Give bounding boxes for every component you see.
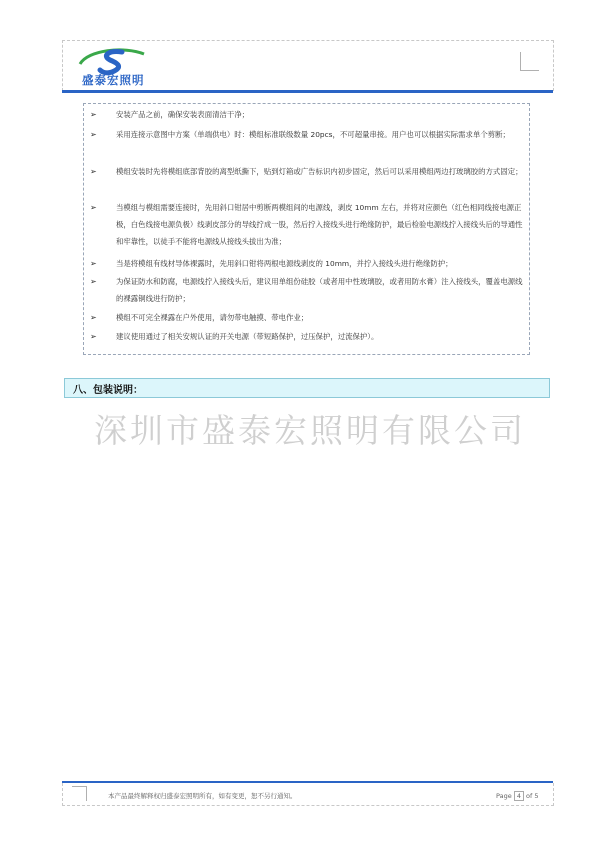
arrow-bullet-icon: ➢ bbox=[90, 130, 97, 139]
arrow-bullet-icon: ➢ bbox=[90, 259, 97, 268]
footer-corner-mark bbox=[72, 786, 87, 801]
total-pages: 5 bbox=[534, 792, 539, 800]
arrow-bullet-icon: ➢ bbox=[90, 167, 97, 176]
header-rule bbox=[62, 90, 553, 93]
current-page: 4 bbox=[514, 791, 524, 801]
section-title: 八、包装说明： bbox=[73, 385, 143, 396]
footer-note: 本产品最终解释权归盛泰宏照明所有，如有变更，恕不另行通知。 bbox=[108, 792, 297, 800]
arrow-bullet-icon: ➢ bbox=[90, 313, 97, 322]
logo-text: 盛泰宏照明 bbox=[82, 73, 145, 87]
page-number: Page 4 of 5 bbox=[496, 792, 539, 800]
arrow-bullet-icon: ➢ bbox=[90, 110, 97, 119]
arrow-bullet-icon: ➢ bbox=[90, 332, 97, 341]
header-corner-mark bbox=[520, 52, 539, 71]
install-notes-box: ➢ 安装产品之前，确保安装表面清洁干净； ➢ 采用连接示意图中方案（单端供电）时：模组标准联级数量 20pcs，不可超量串接。用户也可以根据实际需求单个剪断； ➢ 模组安装时先将模组底部背胶的离型纸撕下，贴到灯箱或广告标识内初步固定，然后可以采用模组两边打玻璃胶的方式固定； ➢ 当模组与模组需要连接时，先用斜口钳居中剪断两模组间的电源线，剥皮 10mm 左右，并将对应颜色（红色相同线接电源正极，白色线接电源负极）线剥皮部分的导线拧成一股，然后拧入接线头进行绝缘防护，最后检验电源线拧入接线头后的导通性和牢靠性，以徒手不能将电源线从接线头拔出为准； ➢ 当是将模组有线材导体裸露时，先用斜口钳将两根电源线剥皮的 10mm，并拧入接线头进行绝缘防护； ➢ 为保证防水和防腐，电源线拧入接线头后，建议用单组份硅胶（或者用中性玻璃胶，或者用防水膏）注入接线头，覆盖电源线的裸露铜线进行防护； ➢ 模组不可完全裸露在户外使用，请勿带电触摸、带电作业； ➢ 建议使用通过了相关安规认证的开关电源（带短路保护，过压保护，过流保护）。 bbox=[83, 103, 530, 355]
arrow-bullet-icon: ➢ bbox=[90, 277, 97, 286]
watermark: 深圳市盛泰宏照明有限公司 bbox=[94, 411, 526, 450]
arrow-bullet-icon: ➢ bbox=[90, 203, 97, 212]
section-heading-bar bbox=[64, 378, 550, 398]
